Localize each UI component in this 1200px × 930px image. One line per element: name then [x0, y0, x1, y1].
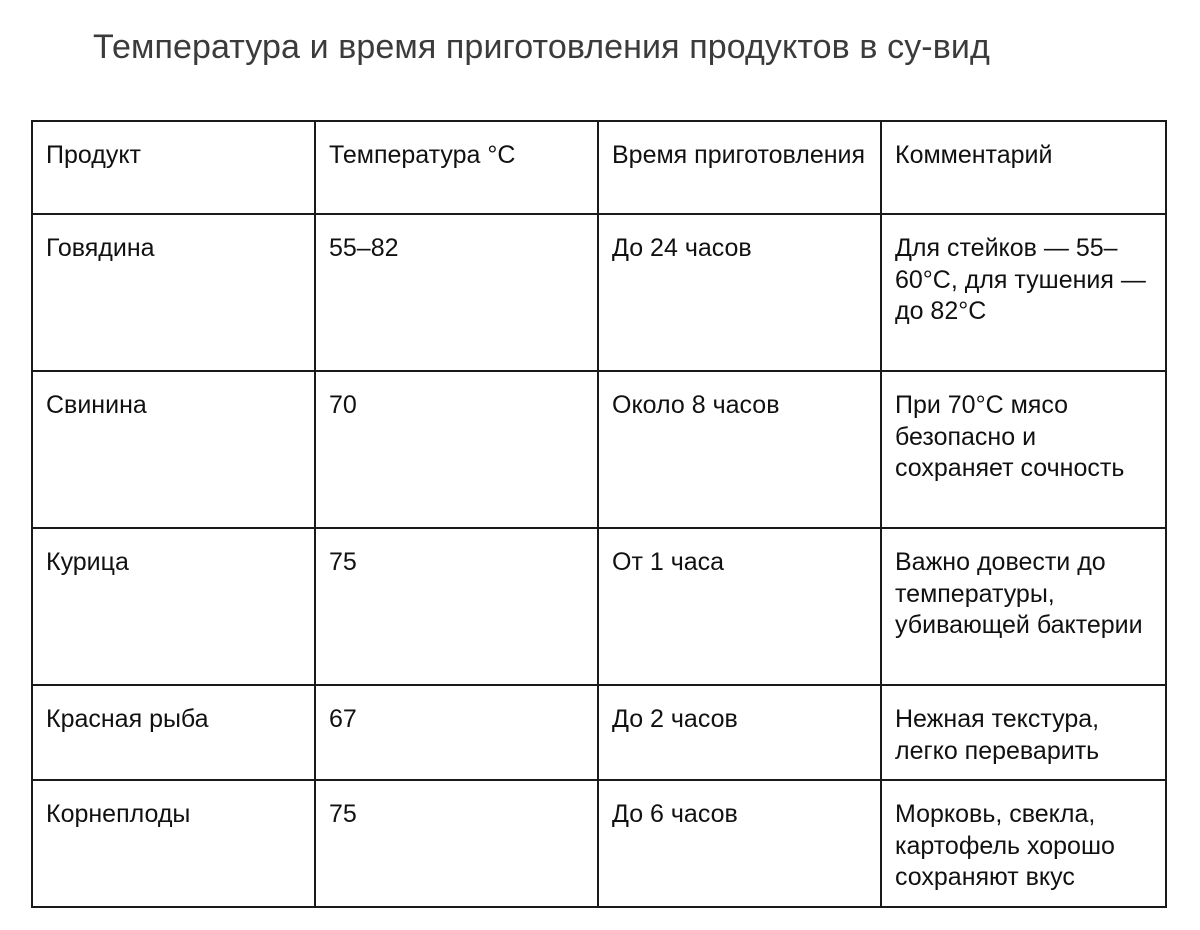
cell-temperature: 55–82 [315, 214, 598, 371]
header-temperature: Температура °C [315, 121, 598, 214]
table-header-row [32, 121, 1166, 214]
cell-product: Курица [32, 528, 315, 685]
cell-product: Говядина [32, 214, 315, 371]
cell-temperature: 75 [315, 528, 598, 685]
cell-comment: Для стейков — 55–60°C, для тушения — до 82°C [881, 214, 1166, 371]
table-row [32, 685, 1166, 780]
table-row [32, 780, 1166, 907]
cell-comment: При 70°C мясо безопасно и сохраняет сочность [881, 371, 1166, 528]
header-comment: Комментарий [881, 121, 1166, 214]
header-product: Продукт [32, 121, 315, 214]
cell-comment: Нежная текстура, легко переварить [881, 685, 1166, 780]
cell-temperature: 75 [315, 780, 598, 907]
cell-comment: Важно довести до температуры, убивающей бактерии [881, 528, 1166, 685]
table-row [32, 528, 1166, 685]
cell-product: Свинина [32, 371, 315, 528]
cell-cooking-time: От 1 часа [598, 528, 881, 685]
page-title: Температура и время приготовления продуктов в су-вид [93, 28, 990, 66]
header-cooking-time: Время приготовления [598, 121, 881, 214]
sous-vide-table [31, 120, 1167, 908]
cell-temperature: 67 [315, 685, 598, 780]
cell-product: Красная рыба [32, 685, 315, 780]
cell-cooking-time: До 2 часов [598, 685, 881, 780]
cell-product: Корнеплоды [32, 780, 315, 907]
cell-cooking-time: Около 8 часов [598, 371, 881, 528]
table-row [32, 214, 1166, 371]
cell-cooking-time: До 24 часов [598, 214, 881, 371]
cell-comment: Морковь, свекла, картофель хорошо сохраняют вкус [881, 780, 1166, 907]
cell-temperature: 70 [315, 371, 598, 528]
cell-cooking-time: До 6 часов [598, 780, 881, 907]
table-row [32, 371, 1166, 528]
